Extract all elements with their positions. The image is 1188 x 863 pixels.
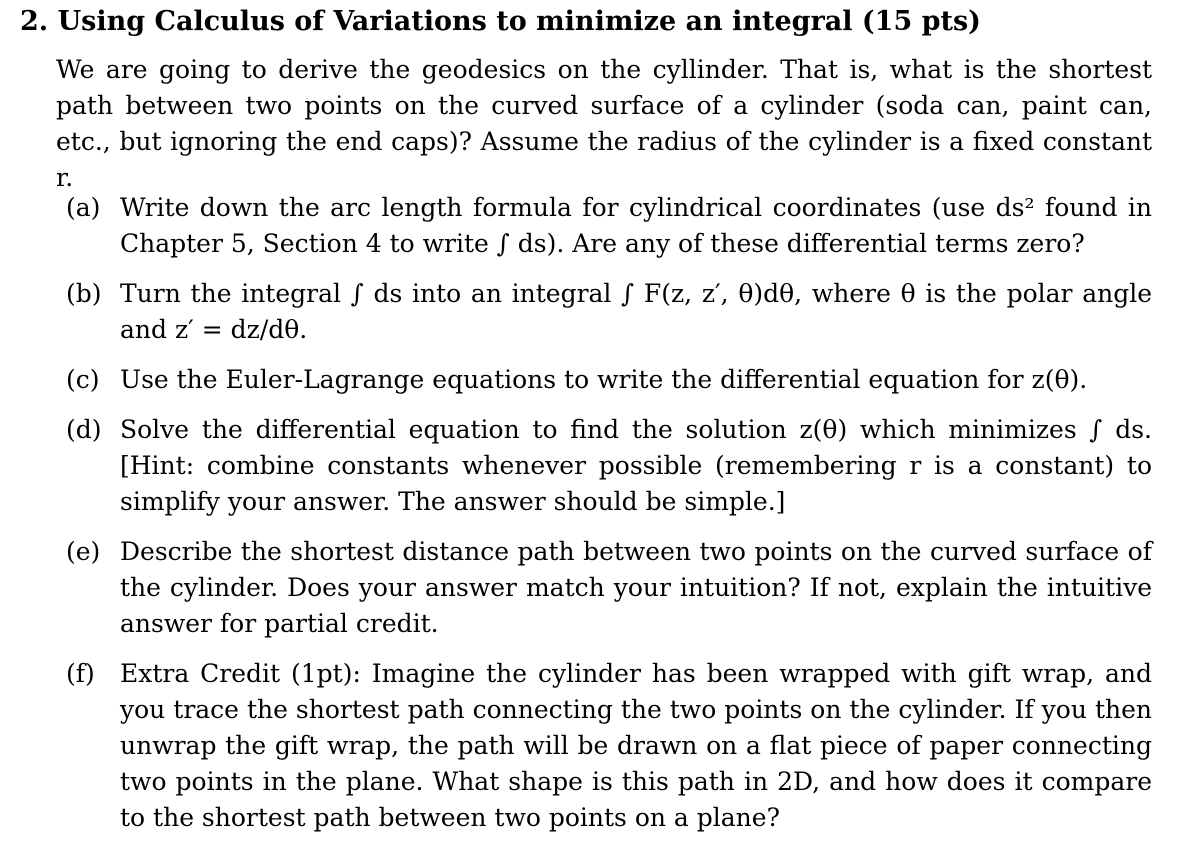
part-f-text: Extra Credit (1pt): Imagine the cylinder has been wrapped with gift wrap, and you trace the shortest path connecting the two points on the cylinder. If you then unwrap the gift wrap, the path will be drawn on a flat piece of paper connecting two points in the plane. What shape is this path in 2D, and how does it compare to the shortest path between two points on a plane? — [120, 659, 1152, 832]
part-a-text: Write down the arc length formula for cylindrical coordinates (use ds² found in Chapter 5, Section 4 to write ∫ ds). Are any of these differential terms zero? — [120, 193, 1152, 258]
problem-intro: We are going to derive the geodesics on the cyllinder. That is, what is the shortest path between two points on the curved surface of a cylinder (soda can, paint can, etc., but ignoring the end caps)? Assume the radius of the cylinder is a fixed constant r. — [56, 55, 1152, 192]
part-f — [66, 656, 1152, 836]
part-c — [66, 362, 1152, 398]
part-e — [66, 534, 1152, 642]
part-b-label: (b) — [66, 279, 102, 308]
part-d-label: (d) — [66, 415, 102, 444]
part-d — [66, 412, 1152, 520]
part-c-label: (c) — [66, 365, 100, 394]
part-b-text: Turn the integral ∫ ds into an integral ∫ F(z, z′, θ)dθ, where θ is the polar angle and z′ = dz/dθ. — [120, 279, 1152, 344]
part-e-label: (e) — [66, 537, 101, 566]
part-c-text: Use the Euler-Lagrange equations to write the differential equation for z(θ). — [120, 365, 1088, 394]
part-d-text: Solve the differential equation to find the solution z(θ) which minimizes ∫ ds. [Hint: combine constants whenever possible (remembering r is a constant) to simplify your answer. The answer should be simple.] — [120, 415, 1152, 516]
problem-heading: 2. Using Calculus of Variations to minimize an integral (15 pts) — [20, 6, 981, 37]
part-a-label: (a) — [66, 193, 101, 222]
part-e-text: Describe the shortest distance path between two points on the curved surface of the cylinder. Does your answer match your intuition? If not, explain the intuitive answer for partial credit. — [120, 537, 1152, 638]
part-a — [66, 190, 1152, 262]
part-f-label: (f) — [66, 659, 95, 688]
problem-parts-list — [66, 190, 1152, 850]
part-b — [66, 276, 1152, 348]
